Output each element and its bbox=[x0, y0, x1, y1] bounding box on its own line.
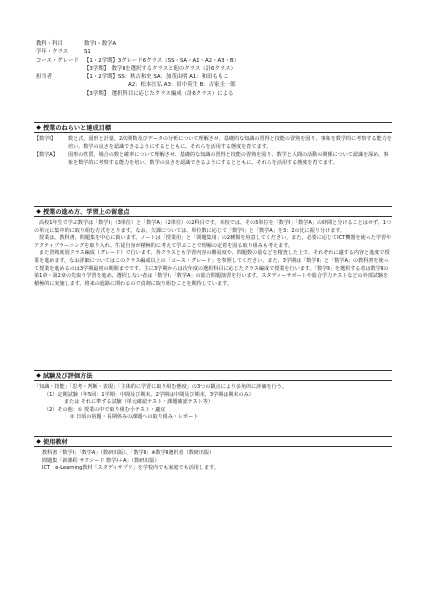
aim-label: 【数学Ⅰ】 bbox=[34, 136, 56, 142]
info-label: 教科・科目 bbox=[36, 41, 63, 47]
diamond-bullet-icon: ◆ bbox=[36, 438, 41, 445]
aim-text: 数と式、図形と計量、2次関数及びデータの分析について理解させ、基礎的な知識の習得と技能の習熟を図り、事象を数学的に考察する能力を培い、数学の良さを認識できるようにするとともに、それらを活用する態度を育てます。 bbox=[68, 136, 392, 150]
info-row-subject bbox=[36, 40, 239, 48]
section-method bbox=[34, 206, 392, 288]
info-row-grade bbox=[36, 48, 239, 56]
section-heading bbox=[34, 122, 392, 133]
method-paragraph: また習熟度別クラス編成（グレード）で行います。各クラスとも学習内容の難易度や、問題数の量などを精査した上で、それぞれに適する内容と進度で授業を進めます。なお詳細についてはこのクラス編成以上の「コース・グレード」を参照してください。また、3学期は「数学Ⅱ」と「数学A」の教科書を使って授業を進めるのは3学期最初の期間までです。主に3学期からは次年度の選択科目に応じたクラス編成で授業を行います。「数学Ⅱ」を選択する者は数学Ⅱの第1章・第2章の先取り学習を進め、選択しない者は「数学Ⅰ」「数学A」の総合問題演習を行います。スタディーサポートや総合学力テストなどの外部試験を積極的に実施します。将来の進路に関わるので真剣に取り組むことを期待しています。 bbox=[34, 250, 390, 287]
info-label: コース・グレード bbox=[36, 57, 79, 64]
info-value: 【3学期】 選択科目に応じたクラス編成（計6クラス）による bbox=[84, 90, 234, 97]
info-row-course-2 bbox=[36, 65, 239, 73]
aim-matha bbox=[34, 152, 392, 167]
info-value: A2：松本匡弘 A3：田中英生 B：吉家圭一郎 bbox=[128, 82, 236, 89]
info-row-teachers-3 bbox=[36, 90, 239, 98]
evaluation-item-note: または それに準ずる試験（単元確認テスト・課題確認テスト等） bbox=[64, 399, 213, 406]
aim-math1 bbox=[34, 136, 392, 151]
info-value: 数学Ⅰ・数学A bbox=[84, 41, 117, 47]
section-title: 使用教材 bbox=[43, 439, 68, 446]
info-label: 担当者 bbox=[36, 74, 53, 81]
section-title: 試験及び評価方法 bbox=[43, 373, 93, 380]
section-heading bbox=[34, 206, 392, 217]
info-row-course bbox=[36, 57, 239, 65]
evaluation-intro: 「知識・技能」「思考・判断・表現」「主体的に学習に取り組む態度」の3つの観点により多角的に評価を行う。 bbox=[34, 384, 287, 390]
method-paragraph: 高校1年生で学ぶ数学は「数学Ⅰ」（3単位）と「数学A」（2単位）の2科目です。本校では、その5単位を「数学Ⅰ」「数学A」の時間と分けることはせず、1つの単元に集中的に取り組む方式をとります。なお、欠課については、単位数に応じて「数学Ⅰ」と「数学A」を3：2の比に振り分けます。 bbox=[34, 220, 392, 234]
method-paragraph: 授業は、教科書、問題集を中心に扱います。ノートは「授業用」と「問題集用」の2種類を用意してください。また、必要に応じてICT機器を使った学習やアクティブラーニングを取り入れ、生徒自身が積極的に考えて学ぶことで理解の定着を図る取り組みも考えます。 bbox=[34, 235, 392, 249]
material-item: 問題集「新課程 サクシード 数学Ⅰ＋A」（数研出版） bbox=[42, 457, 160, 464]
material-item: ICT e-Learning教材「スタディサプリ」を学校内でも家庭でも活用します。 bbox=[42, 465, 219, 472]
course-info bbox=[36, 40, 239, 98]
info-value: 【1・2学期】SS：秋吉和史 SA：加茂由明 A1：和田ももこ bbox=[84, 74, 229, 81]
info-value: S1 bbox=[84, 49, 91, 56]
diamond-bullet-icon: ◆ bbox=[36, 208, 41, 215]
info-row-teachers bbox=[36, 73, 239, 81]
material-item: 教科書「数学Ⅰ」「数学A」（数研出版）、「数学Ⅱ」※数学Ⅱ選択者（数研出版） bbox=[42, 450, 215, 456]
section-heading bbox=[34, 370, 392, 381]
aim-label: 【数学A】 bbox=[34, 152, 58, 159]
info-row-teachers-2 bbox=[36, 81, 239, 89]
info-label: 学年・クラス bbox=[36, 49, 69, 56]
section-materials bbox=[34, 436, 392, 473]
section-title: 授業のねらいと達成目標 bbox=[43, 125, 112, 132]
section-heading bbox=[34, 436, 392, 447]
evaluation-item-note: ② 日頃の宿題・長期休みの課題への取り組み・レポート bbox=[70, 414, 199, 421]
evaluation-item: （1）定期試験（年5回：1学期：中間及び期末、2学期は中間及び期末、3学期は期末のみ） bbox=[44, 391, 254, 398]
aim-text: 図形の性質、場合の数と確率について理解させ、基礎的な知識の習得と技能の習熟を図り、数学と人間の活動の関係について認識を深め、事象を数学的に考察する能力を培い、数学の良さを認識できるようにするとともに、それらを活用する態度を育てます。 bbox=[68, 152, 389, 166]
section-title: 授業の進め方、学習上の留意点 bbox=[43, 209, 130, 216]
diamond-bullet-icon: ◆ bbox=[36, 124, 41, 131]
diamond-bullet-icon: ◆ bbox=[36, 372, 41, 379]
evaluation-item: （2）その他：① 授業の中で取り組む小テスト・適宜 bbox=[44, 406, 166, 413]
section-evaluation bbox=[34, 370, 392, 422]
section-aims bbox=[34, 122, 392, 167]
info-value: 【1・2学期】3グレード6クラス（SS・SA・A1・A2・A3・B） bbox=[84, 57, 240, 64]
info-value: 【3学期】 数学Ⅱを選択するクラスと他のクラス（計6クラス） bbox=[84, 65, 236, 72]
